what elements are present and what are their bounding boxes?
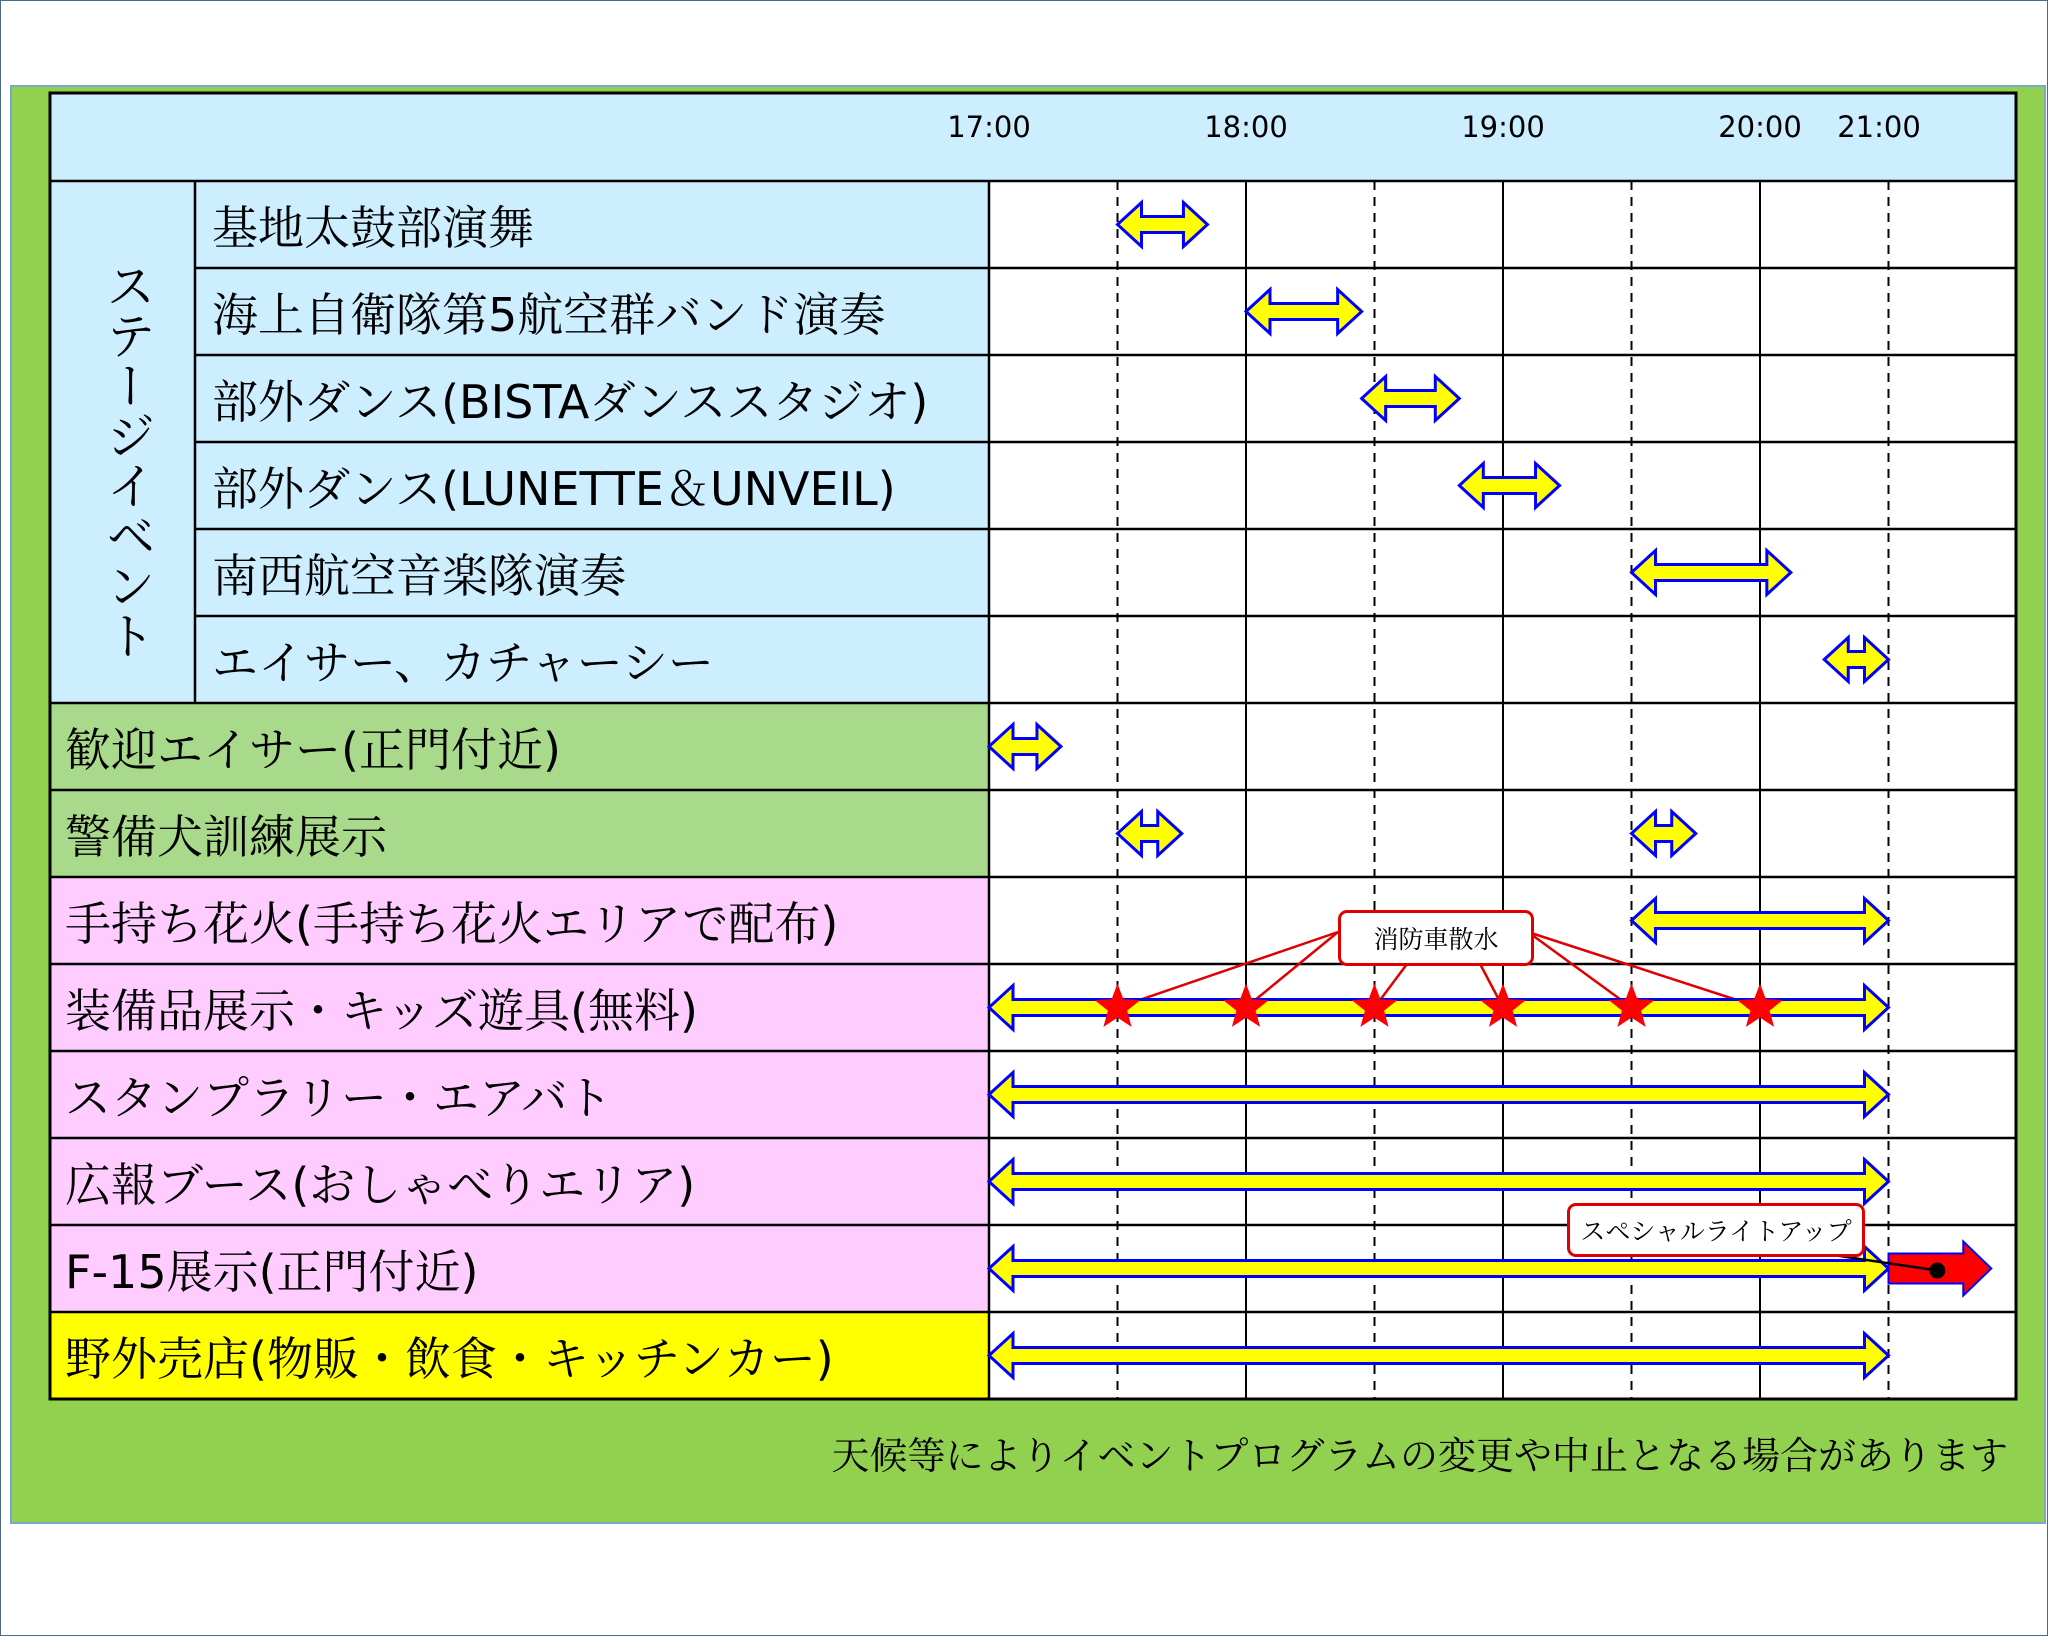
footnote: 天候等によりイベントプログラムの変更や中止となる場合があります bbox=[831, 1434, 2008, 1478]
row-label: 歓迎エイサー(正門付近) bbox=[65, 722, 561, 777]
water-spray-callout: 消防車散水 bbox=[1338, 910, 1534, 966]
row-label: 装備品展示・キッズ遊具(無料) bbox=[65, 983, 698, 1038]
time-tick-label: 18:00 bbox=[1204, 110, 1288, 144]
row-label: F-15展示(正門付近) bbox=[65, 1244, 479, 1299]
row-label: 野外売店(物販・飲食・キッチンカー) bbox=[65, 1331, 834, 1386]
row-label: 警備犬訓練展示 bbox=[65, 809, 387, 864]
time-tick-label: 17:00 bbox=[947, 110, 1031, 144]
row-label: 手持ち花火(手持ち花火エリアで配布) bbox=[65, 896, 839, 951]
row-label: スタンプラリー・エアバト bbox=[65, 1070, 613, 1125]
special-lightup-callout: スペシャルライトアップ bbox=[1567, 1203, 1865, 1257]
row-label: 南西航空音楽隊演奏 bbox=[212, 548, 626, 603]
row-label: 広報ブース(おしゃべりエリア) bbox=[65, 1157, 696, 1212]
time-tick-label: 21:00 bbox=[1837, 110, 1921, 144]
time-tick-label: 20:00 bbox=[1718, 110, 1802, 144]
time-tick-label: 19:00 bbox=[1461, 110, 1545, 144]
row-label: 基地太鼓部演舞 bbox=[212, 200, 534, 255]
row-label: 部外ダンス(LUNETTE＆UNVEIL) bbox=[212, 461, 896, 516]
stage-group-label: ステージイベント bbox=[98, 260, 156, 660]
row-label: エイサー、カチャーシー bbox=[212, 635, 714, 690]
row-label: 部外ダンス(BISTAダンススタジオ) bbox=[212, 374, 929, 429]
row-label: 海上自衛隊第5航空群バンド演奏 bbox=[212, 287, 886, 342]
